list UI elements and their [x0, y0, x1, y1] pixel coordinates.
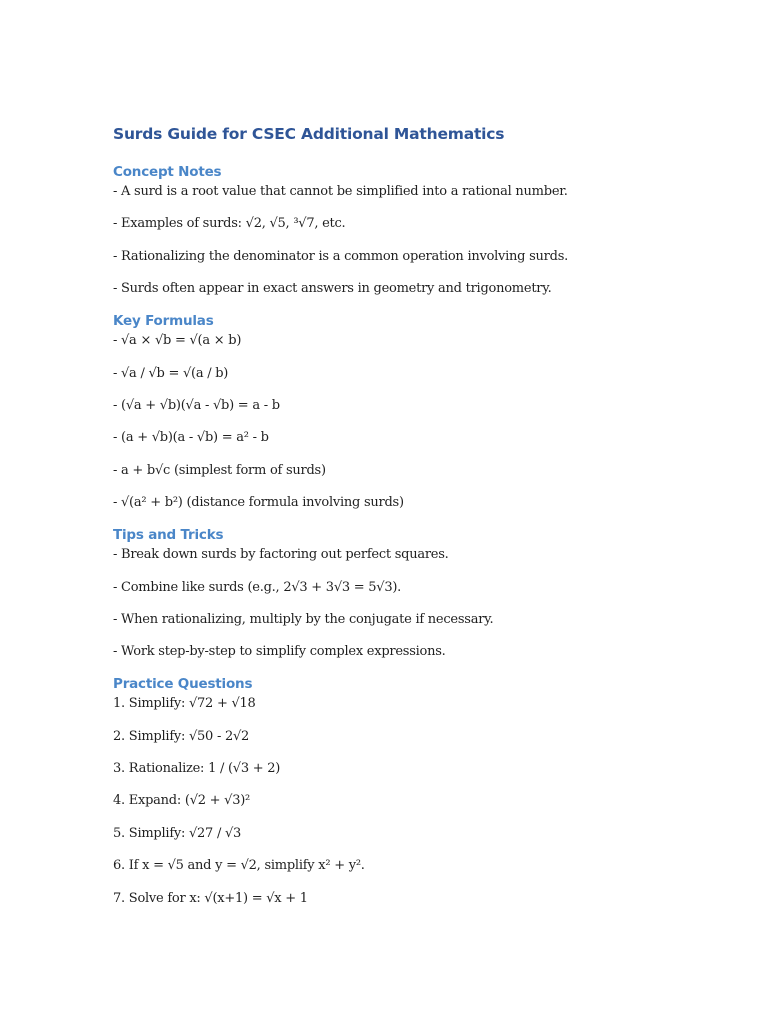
section-heading: Tips and Tricks [113, 527, 224, 544]
concept-note-line: - A surd is a root value that cannot be simplified into a rational number. [113, 184, 568, 199]
question-line: 2. Simplify: √50 - 2√2 [113, 728, 250, 744]
tip-line: - When rationalizing, multiply by the conjugate if necessary. [113, 611, 494, 627]
question-line: 4. Expand: (√2 + √3)² [113, 793, 251, 809]
question-line: 7. Solve for x: √(x+1) = √x + 1 [113, 890, 308, 906]
formula-line: - √(a² + b²) (distance formula involving surds) [113, 495, 404, 511]
section-practice-questions [113, 674, 733, 908]
concept-note-line: - Examples of surds: √2, √5, ³√7, etc. [113, 216, 346, 232]
formula-line: - (a + √b)(a - √b) = a² - b [113, 430, 269, 446]
concept-note-line: - Surds often appear in exact answers in geometry and trigonometry. [113, 281, 552, 297]
question-line: 5. Simplify: √27 / √3 [113, 825, 242, 841]
tip-line: - Break down surds by factoring out perfect squares. [113, 547, 449, 563]
section-concept-notes [113, 162, 733, 299]
section-heading: Concept Notes [113, 164, 222, 180]
question-line: 6. If x = √5 and y = √2, simplify x² + y². [113, 858, 365, 874]
section-heading: Key Formulas [113, 313, 214, 330]
formula-line: - (√a + √b)(√a - √b) = a - b [113, 397, 280, 413]
formula-line: - a + b√c (simplest form of surds) [113, 462, 326, 478]
document-title: Surds Guide for CSEC Additional Mathematics [113, 125, 505, 143]
tip-line: - Work step-by-step to simplify complex expressions. [113, 644, 446, 660]
tip-line: - Combine like surds (e.g., 2√3 + 3√3 = 5√3). [113, 579, 402, 595]
document-page [113, 122, 733, 921]
section-tips-and-tricks [113, 525, 733, 662]
formula-line: - √a / √b = √(a / b) [113, 365, 229, 381]
concept-note-line: - Rationalizing the denominator is a common operation involving surds. [113, 248, 569, 264]
formula-line: - √a × √b = √(a × b) [113, 333, 242, 349]
section-heading: Practice Questions [113, 676, 253, 693]
question-line: 1. Simplify: √72 + √18 [113, 696, 256, 712]
question-line: 3. Rationalize: 1 / (√3 + 2) [113, 761, 281, 777]
section-key-formulas [113, 311, 733, 513]
